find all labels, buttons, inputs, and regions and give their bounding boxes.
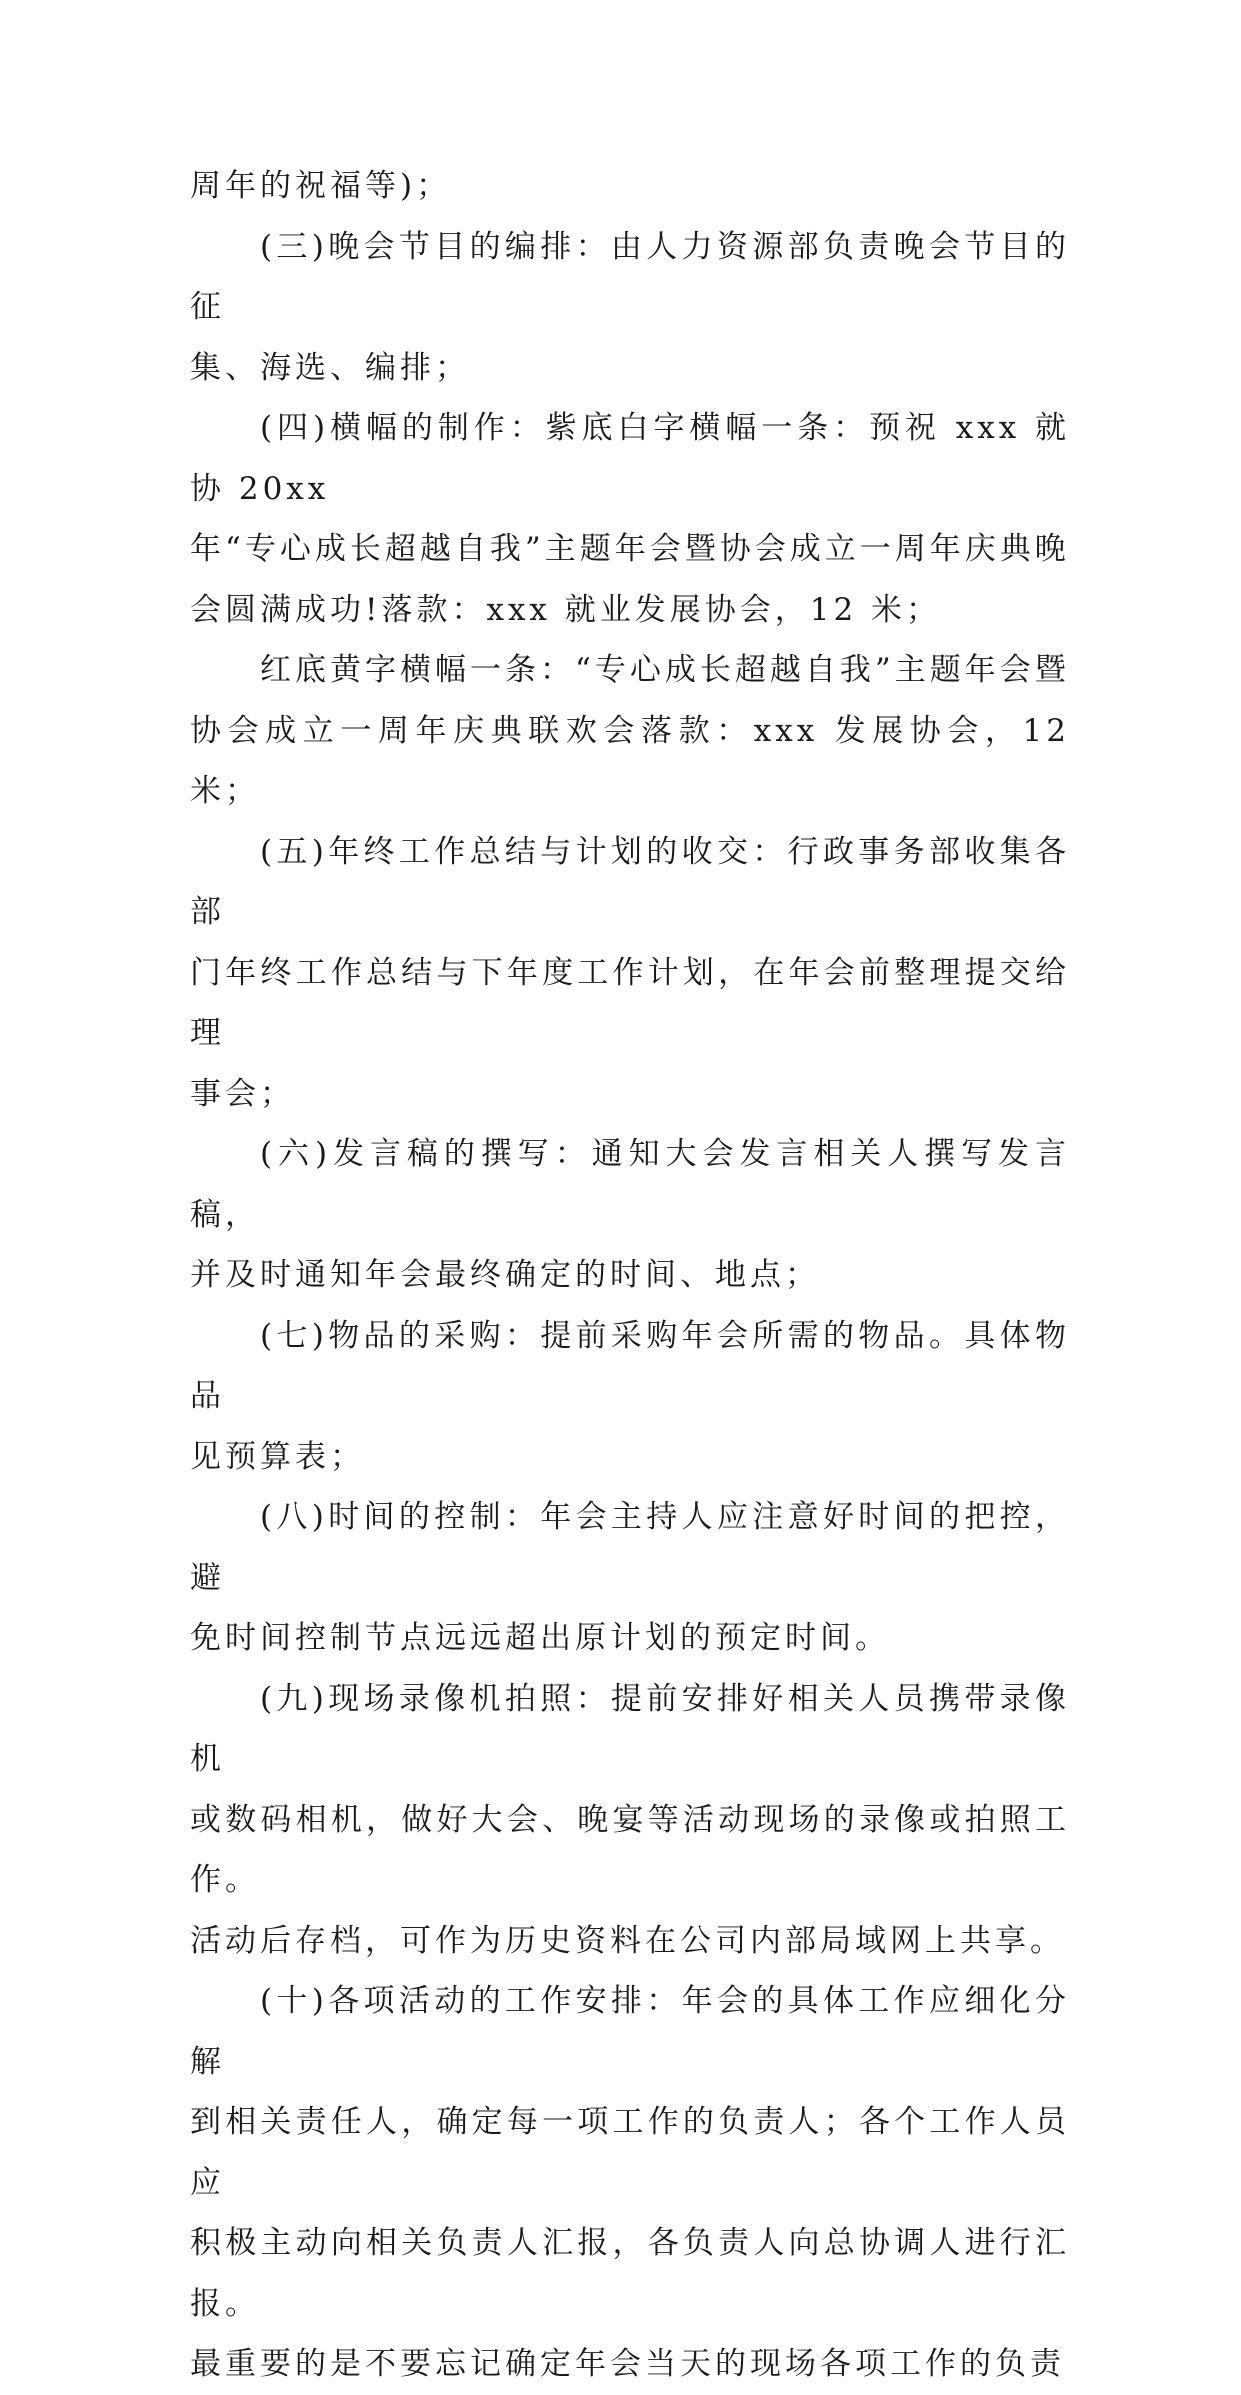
text-line: (七)物品的采购：提前采购年会所需的物品。具体物品 [190,1317,1070,1414]
text-line: (五)年终工作总结与计划的收交：行政事务部收集各部 [190,833,1070,930]
text-line: (四)横幅的制作：紫底白字横幅一条：预祝 xxx 就协 20xx [190,410,1070,507]
document-body [190,156,1070,2395]
text-line: 活动后存档，可作为历史资料在公司内部局域网上共享。 [190,1922,1065,1959]
text-line: 免时间控制节点远远超出原计划的预定时间。 [190,1620,890,1656]
text-line: 事会； [190,1075,295,1112]
text-line: 并及时通知年会最终确定的时间、地点； [190,1257,820,1293]
text-line: 红底黄字横幅一条：“专心成长超越自我”主题年会暨 [260,652,1070,688]
paragraph [190,156,1070,217]
paragraph [190,822,1070,1125]
text-line: (六)发言稿的撰写：通知大会发言相关人撰写发言稿， [190,1136,1070,1233]
text-line: 周年的祝福等)； [190,168,452,204]
text-line: 集、海选、编排； [190,349,470,386]
paragraph [190,1971,1070,2395]
text-line: 会圆满成功!落款：xxx 就业发展协会，12 米； [190,591,942,628]
paragraph [190,217,1070,399]
text-line: (八)时间的控制：年会主持人应注意好时间的把控，避 [190,1499,1070,1596]
text-line: (十)各项活动的工作安排：年会的具体工作应细化分解 [190,1983,1070,2080]
text-line: 或数码相机，做好大会、晚宴等活动现场的录像或拍照工作。 [190,1801,1070,1898]
text-line: 到相关责任人，确定每一项工作的负责人；各个工作人员应 [190,2104,1070,2201]
text-line: 见预算表； [190,1438,365,1475]
paragraph [190,1669,1070,1972]
paragraph [190,1306,1070,1488]
text-line: 协会成立一周年庆典联欢会落款：xxx 发展协会，12 米； [190,712,1070,809]
paragraph [190,1124,1070,1306]
text-line: 门年终工作总结与下年度工作计划，在年会前整理提交给理 [190,954,1070,1051]
paragraph [190,1487,1070,1669]
paragraph [190,640,1070,822]
text-line: 最重要的是不要忘记确定年会当天的现场各项工作的负责 [190,2346,1065,2382]
paragraph [190,398,1070,640]
text-line: 积极主动向相关负责人汇报，各负责人向总协调人进行汇报。 [190,2225,1070,2322]
text-line: (三)晚会节目的编排：由人力资源部负责晚会节目的征 [190,228,1070,325]
text-line: 年“专心成长超越自我”主题年会暨协会成立一周年庆典晚 [190,531,1070,567]
text-line: (九)现场录像机拍照：提前安排好相关人员携带录像机 [190,1680,1070,1777]
